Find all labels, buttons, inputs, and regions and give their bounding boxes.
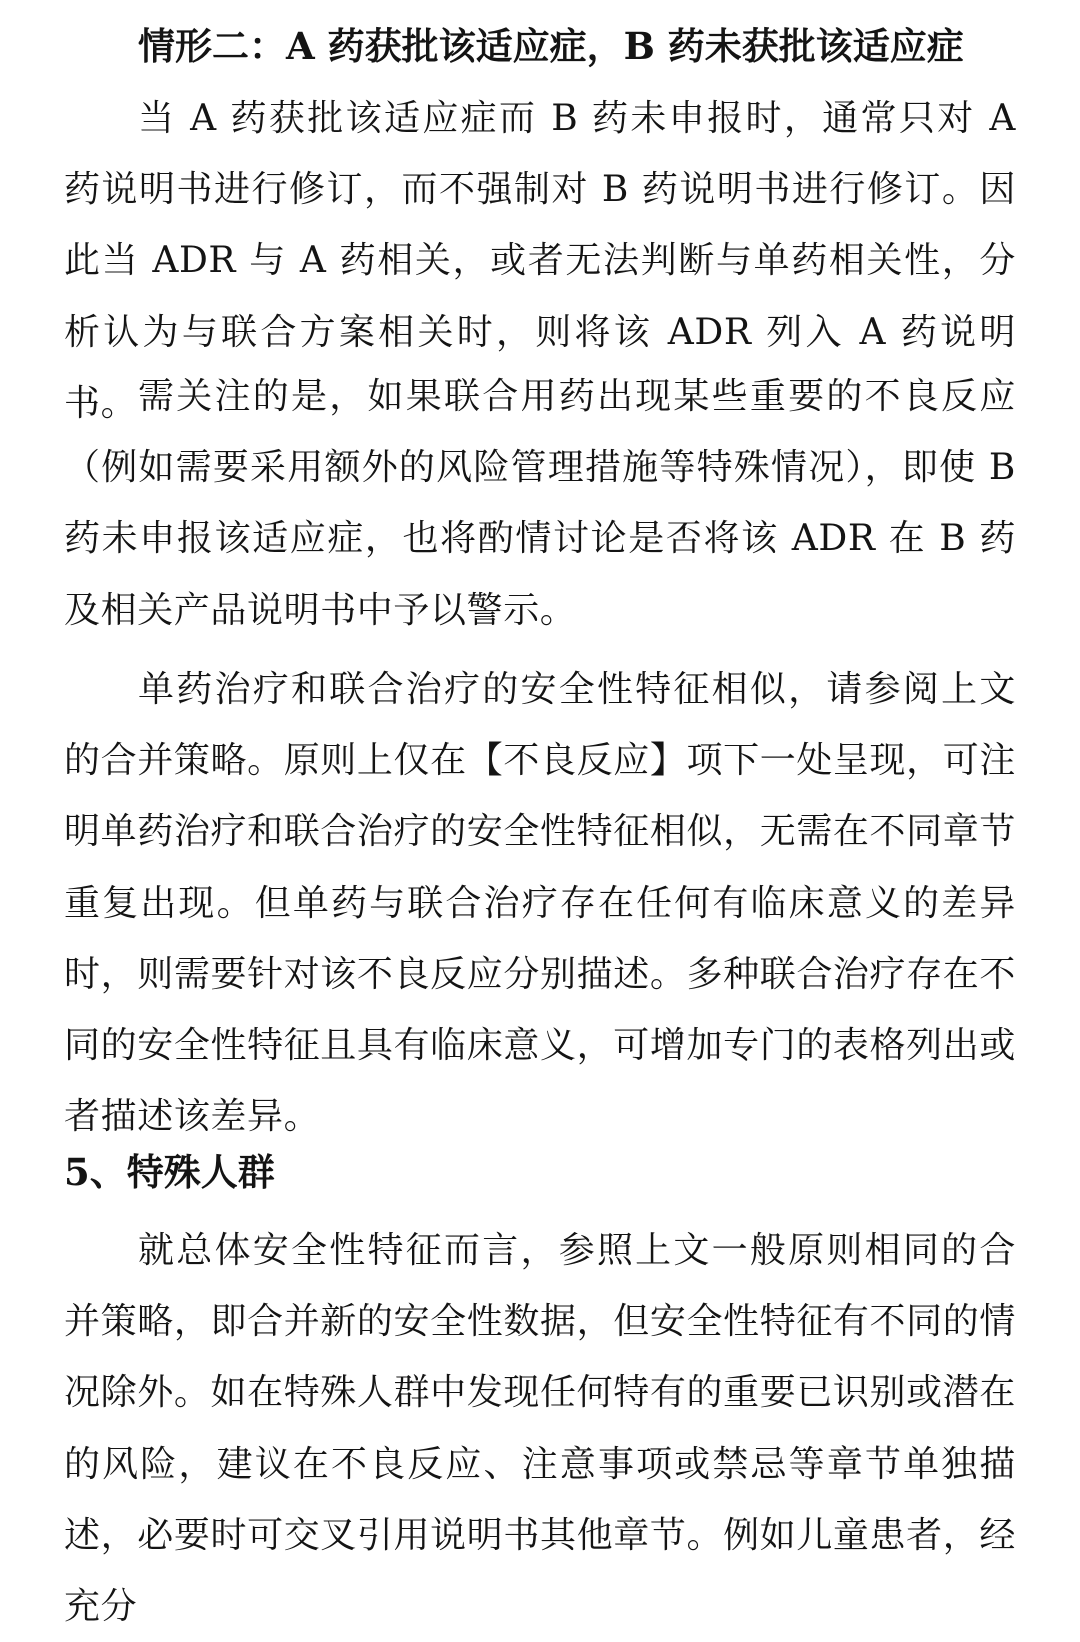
case-heading: 情形二：A 药获批该适应症，B 药未获批该适应症 [138,24,964,68]
paragraph-a-drug-approved: 当 A 药获批该适应症而 B 药未申报时，通常只对 A 药说明书进行修订，而不强制对 B 药说明书进行修订。因此当 ADR 与 A 药相关，或者无法判断与单药相关性，分析认为与联合方案相关时，则将该 ADR 列入 A 药说明书。 [64,98,1016,424]
paragraph-special-population: 就总体安全性特征而言，参照上文一般原则相同的合并策略，即合并新的安全性数据，但安全性特征有不同的情况除外。如在特殊人群中发现任何特有的重要已识别或潜在的风险，建议在不良反应、注意事项或禁忌等章节单独描述，必要时可交叉引用说明书其他章节。例如儿童患者，经充分 [64,1230,1016,1628]
paragraph-attention: 需关注的是，如果联合用药出现某些重要的不良反应（例如需要采用额外的风险管理措施等特殊情况），即使 B 药未申报该适应症，也将酌情讨论是否将该 ADR 在 B 药及相关产品说明书中予以警示。 [64,376,1016,631]
paragraph-monotherapy-combination: 单药治疗和联合治疗的安全性特征相似，请参阅上文的合并策略。原则上仅在【不良反应】项下一处呈现，可注明单药治疗和联合治疗的安全性特征相似，无需在不同章节重复出现。但单药与联合治疗存在任何有临床意义的差异时，则需要针对该不良反应分别描述。多种联合治疗存在不同的安全性特征且具有临床意义，可增加专门的表格列出或者描述该差异。 [64,669,1016,1138]
section-heading: 5、特殊人群 [64,1150,275,1194]
